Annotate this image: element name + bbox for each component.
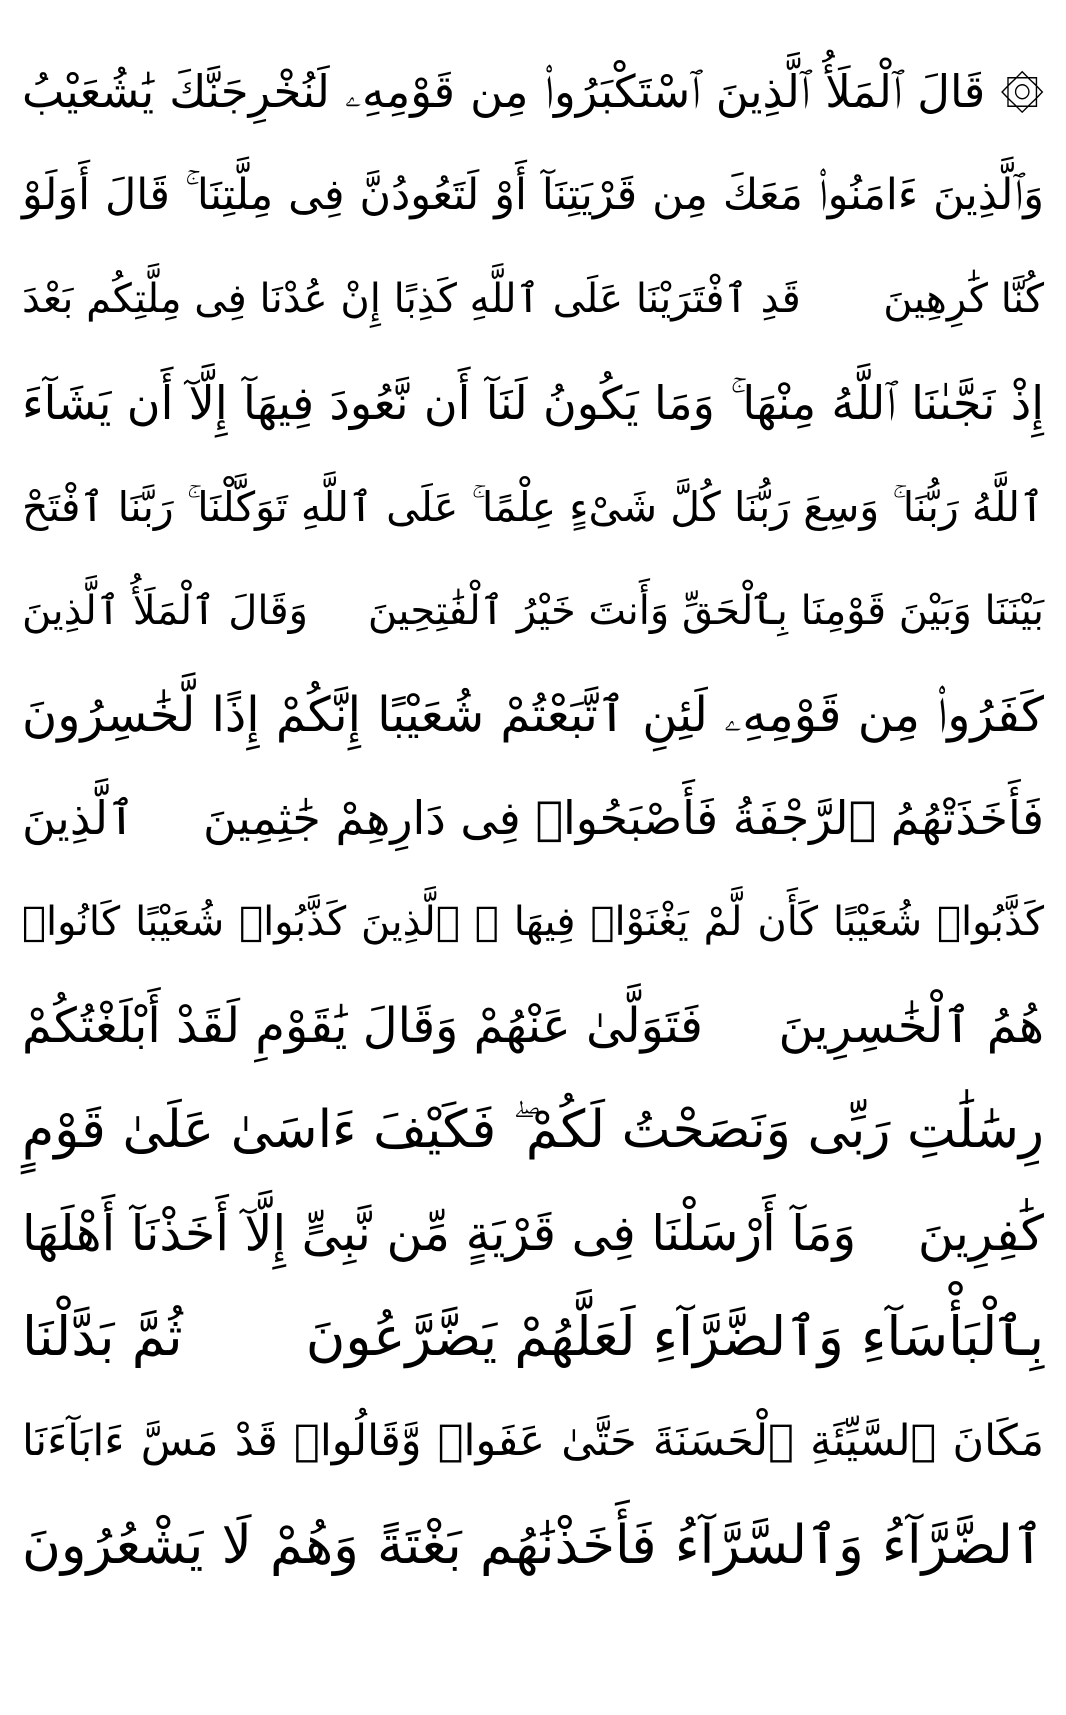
verse-segment: مَكَانَ ٱلسَّيِّئَةِ ٱلْحَسَنَةَ حَتَّىٰ عَفَوا۟ وَّقَالُوا۟ قَدْ مَسَّ ءَابَآءَنَا (22, 1415, 1044, 1466)
verse-segment: فَتَوَلَّىٰ عَنْهُمْ وَقَالَ يَٰقَوْمِ لَقَدْ أَبْلَغْتُكُمْ (22, 998, 703, 1055)
verse-segment: إِذْ نَجَّىٰنَا ٱللَّهُ مِنْهَا ۚ وَمَا يَكُونُ لَنَآ أَن نَّعُودَ فِيهَآ إِلَّآ أَن يَشَآءَ (22, 376, 1044, 431)
verse-segment: وَمَآ أَرْسَلْنَا فِى قَرْيَةٍ مِّن نَّبِىٍّ إِلَّآ أَخَذْنَآ أَهْلَهَا (22, 1205, 857, 1263)
text-line (22, 870, 1044, 974)
text-line (22, 767, 1044, 871)
verse-segment: فَأَخَذَتْهُمُ ٱلرَّجْفَةُ فَأَصْبَحُوا۟ فِى دَارِهِمْ جَٰثِمِينَ (203, 791, 1044, 846)
verse-segment: وَقَالَ ٱلْمَلَأُ ٱلَّذِينَ (22, 587, 308, 634)
verse-segment: بَيْنَنَا وَبَيْنَ قَوْمِنَا بِٱلْحَقِّ وَأَنتَ خَيْرُ ٱلْفَٰتِحِينَ (367, 587, 1044, 634)
text-line (22, 559, 1044, 663)
verse-segment: وَٱلَّذِينَ ءَامَنُوا۟ مَعَكَ مِن قَرْيَتِنَآ أَوْ لَتَعُودُنَّ فِى مِلَّتِنَا ۚ قَالَ أَوَلَوْ (22, 170, 1044, 221)
text-line (22, 1493, 1044, 1597)
verse-segment: كَذَّبُوا۟ شُعَيْبًا كَأَن لَّمْ يَغْنَوْا۟ فِيهَا ۚ ٱلَّذِينَ كَذَّبُوا۟ شُعَيْبًا كَانُوا۟ (22, 899, 1044, 946)
quran-text-block (22, 40, 1044, 1597)
text-line (22, 455, 1044, 559)
verse-segment: ۞ قَالَ ٱلْمَلَأُ ٱلَّذِينَ ٱسْتَكْبَرُوا۟ مِن قَوْمِهِۦ لَنُخْرِجَنَّكَ يَٰشُعَيْبُ (22, 65, 1044, 119)
text-line (22, 1078, 1044, 1182)
text-line (22, 663, 1044, 767)
verse-segment: بِٱلْبَأْسَآءِ وَٱلضَّرَّآءِ لَعَلَّهُمْ يَضَّرَّعُونَ (305, 1305, 1044, 1369)
verse-segment: رِسَٰلَٰتِ رَبِّى وَنَصَحْتُ لَكُمْ ۖ فَكَيْفَ ءَاسَىٰ عَلَىٰ قَوْمٍ (22, 1099, 1044, 1160)
verse-segment: ٱلضَّرَّآءُ وَٱلسَّرَّآءُ فَأَخَذْنَٰهُم بَغْتَةً وَهُمْ لَا يَشْعُرُونَ (22, 1514, 1044, 1576)
verse-segment: هُمُ ٱلْخَٰسِرِينَ (778, 998, 1044, 1055)
verse-segment: ٱللَّهُ رَبُّنَا ۚ وَسِعَ رَبُّنَا كُلَّ شَىْءٍ عِلْمًا ۚ عَلَى ٱللَّهِ تَوَكَّلْنَا ۚ رَبَّنَا ٱفْتَحْ (22, 482, 1044, 531)
verse-segment: ثُمَّ بَدَّلْنَا (22, 1305, 183, 1369)
text-line (22, 40, 1044, 144)
text-line (22, 144, 1044, 248)
verse-segment: ٱلَّذِينَ (22, 791, 135, 846)
text-line (22, 974, 1044, 1078)
text-line (22, 1286, 1044, 1390)
text-line (22, 1182, 1044, 1286)
verse-segment: قَدِ ٱفْتَرَيْنَا عَلَى ٱللَّهِ كَذِبًا إِنْ عُدْنَا فِى مِلَّتِكُم بَعْدَ (22, 276, 801, 323)
verse-segment: كَٰفِرِينَ (917, 1205, 1044, 1263)
text-line (22, 248, 1044, 352)
text-line (22, 351, 1044, 455)
verse-segment: كَفَرُوا۟ مِن قَوْمِهِۦ لَئِنِ ٱتَّبَعْتُمْ شُعَيْبًا إِنَّكُمْ إِذًا لَّخَٰسِرُونَ (22, 686, 1044, 743)
text-line (22, 1389, 1044, 1493)
verse-segment: كُنَّا كَٰرِهِينَ (883, 276, 1044, 323)
